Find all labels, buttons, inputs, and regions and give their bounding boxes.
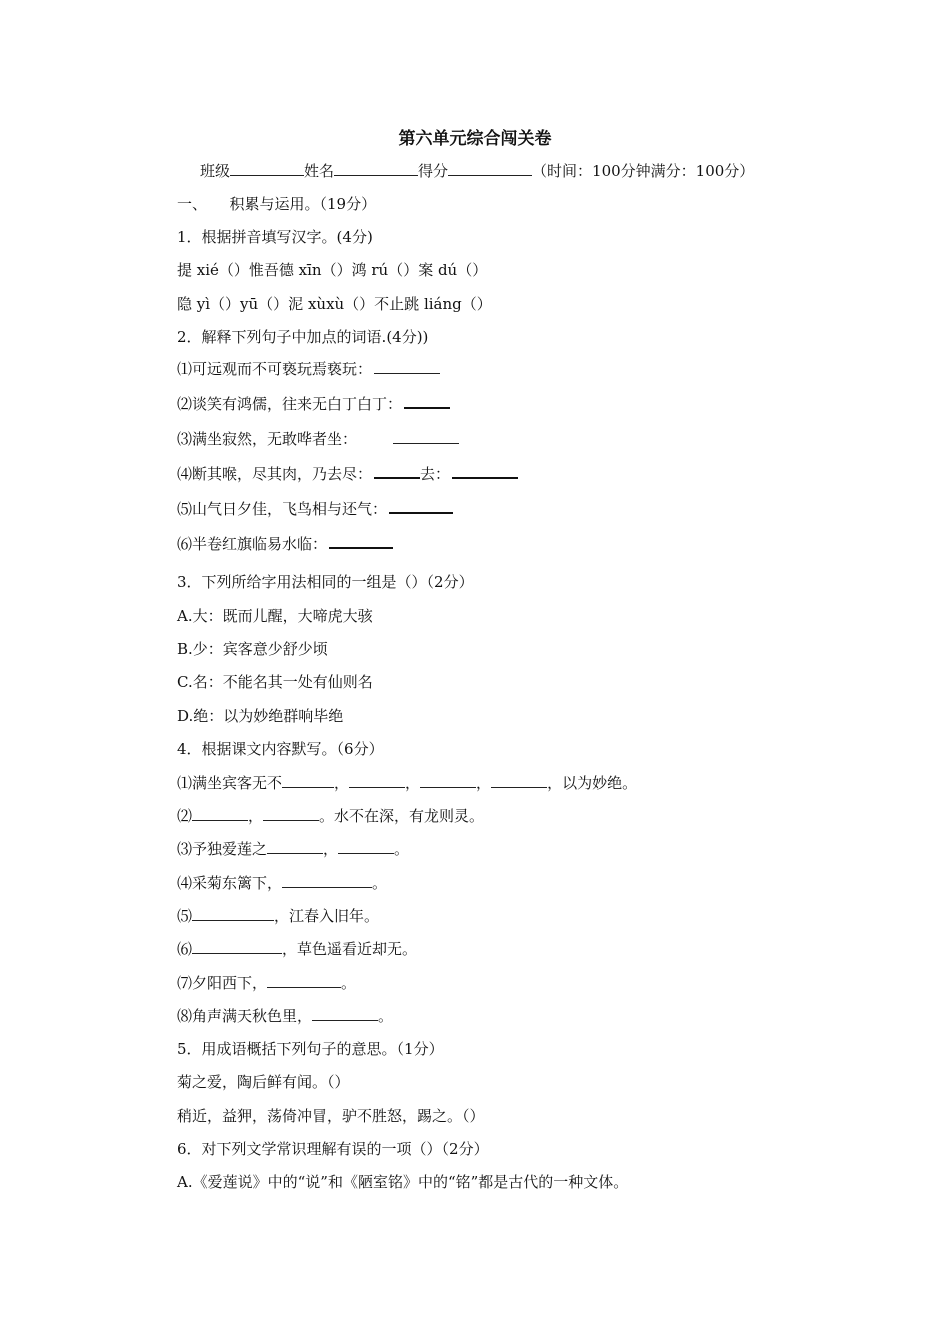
q4-line-1-comma-1: ， [334, 774, 350, 792]
q4-line-3 [177, 838, 409, 860]
q2-item-6 [177, 533, 393, 555]
q4-line-1-comma-3: ， [476, 774, 492, 792]
q2-item-3-text: ⑶满坐寂然，无敢哗者坐： [177, 430, 358, 448]
q2-item-2-blank[interactable] [404, 393, 450, 409]
q4-line-1-blank-1[interactable] [282, 773, 334, 788]
q4-line-7-blank[interactable] [267, 973, 341, 988]
name-blank[interactable] [334, 161, 418, 176]
q4-line-7-period: 。 [341, 974, 357, 992]
q3-option-d: D.绝：以为妙绝群响毕绝 [177, 707, 344, 725]
q4-line-8 [177, 1005, 393, 1027]
q4-line-3-blank-1[interactable] [267, 839, 323, 854]
q4-line-1 [177, 772, 637, 794]
q4-line-3-blank-2[interactable] [338, 839, 394, 854]
section-one-heading: 一、 积累与运用。（19分） [177, 195, 377, 213]
q2-item-4 [177, 463, 518, 485]
q2-item-6-blank[interactable] [329, 533, 393, 549]
q6-title: 6．对下列文学常识理解有误的一项（）（2分） [177, 1140, 489, 1158]
q2-item-5 [177, 498, 453, 520]
q5-sentence-1: 菊之爱，陶后鲜有闻。（） [177, 1073, 350, 1091]
q4-line-8-blank[interactable] [312, 1006, 378, 1021]
q4-line-1-blank-2[interactable] [349, 773, 405, 788]
q3-option-c: C.名：不能名其一处有仙则名 [177, 673, 373, 691]
q4-line-5-end: ，江春入旧年。 [274, 907, 380, 925]
q5-sentence-2: 稍近，益狎，荡倚冲冒，驴不胜怒，踢之。（） [177, 1107, 485, 1125]
page-title: 第六单元综合闯关卷 [398, 129, 552, 149]
q4-line-2-blank-1[interactable] [192, 806, 248, 821]
q4-line-8-start: ⑻角声满天秋色里， [177, 1007, 313, 1025]
q4-line-4-blank[interactable] [282, 873, 372, 888]
q3-option-a: A.大：既而儿醒，大啼虎大骇 [177, 607, 373, 625]
q4-line-7 [177, 972, 356, 994]
q4-line-6-start: ⑹ [177, 940, 193, 958]
q2-item-3 [177, 428, 459, 450]
q6-option-a: A.《爱莲说》中的“说”和《陋室铭》中的“铭”都是古代的一种文体。 [177, 1173, 629, 1191]
q4-line-2-comma: ， [248, 807, 264, 825]
q2-item-6-text: ⑹半卷红旗临易水临： [177, 535, 328, 553]
q2-item-2 [177, 393, 450, 415]
q4-line-4 [177, 872, 387, 894]
q4-line-3-start: ⑶予独爱莲之 [177, 840, 268, 858]
q1-row-1: 提 xié（）惟吾德 xīn（）鸿 rú（）案 dú（） [177, 261, 488, 279]
q2-item-3-blank[interactable] [393, 429, 459, 444]
q4-line-1-blank-4[interactable] [491, 773, 547, 788]
q2-item-4-text: ⑷断其喉，尽其肉，乃去尽： [177, 465, 373, 483]
name-label: 姓名 [304, 162, 335, 180]
q4-line-6-end: ，草色遥看近却无。 [282, 940, 418, 958]
q4-line-6-blank[interactable] [192, 939, 282, 954]
q4-line-2-start: ⑵ [177, 807, 193, 825]
q2-item-1-text: ⑴可远观而不可亵玩焉亵玩： [177, 360, 373, 378]
q4-line-1-end: ，以为妙绝。 [547, 774, 638, 792]
q4-line-3-comma: ， [323, 840, 339, 858]
q3-title: 3．下列所给字用法相同的一组是（）（2分） [177, 573, 474, 591]
q4-title: 4．根据课文内容默写。（6分） [177, 740, 384, 758]
q2-item-5-blank[interactable] [389, 498, 453, 514]
q4-line-5 [177, 905, 379, 927]
q2-item-1-blank[interactable] [374, 359, 440, 374]
q4-line-2-end: 。水不在深，有龙则灵。 [319, 807, 485, 825]
q4-line-2 [177, 805, 484, 827]
score-blank[interactable] [448, 161, 532, 176]
q1-title: 1．根据拼音填写汉字。(4分) [177, 228, 373, 246]
header-info-row [200, 160, 754, 182]
exam-time-info: （时间：100分钟满分：100分） [532, 162, 755, 180]
q5-title: 5．用成语概括下列句子的意思。（1分） [177, 1040, 444, 1058]
q4-line-4-start: ⑷采菊东篱下， [177, 874, 283, 892]
q2-title: 2．解释下列句子中加点的词语.(4分)) [177, 328, 429, 346]
q2-item-5-text: ⑸山气日夕佳，飞鸟相与还气： [177, 500, 388, 518]
q4-line-4-period: 。 [372, 874, 388, 892]
q3-option-b: B.少：宾客意少舒少顷 [177, 640, 328, 658]
q4-line-2-blank-2[interactable] [263, 806, 319, 821]
q4-line-5-blank[interactable] [192, 906, 274, 921]
q4-line-7-start: ⑺夕阳西下， [177, 974, 268, 992]
q2-item-4-blank-1[interactable] [374, 463, 420, 479]
q4-line-1-comma-2: ， [405, 774, 421, 792]
q2-item-1 [177, 358, 440, 380]
q4-line-1-start: ⑴满坐宾客无不 [177, 774, 283, 792]
class-label: 班级 [200, 162, 231, 180]
class-blank[interactable] [230, 161, 304, 176]
q4-line-5-start: ⑸ [177, 907, 193, 925]
q4-line-1-blank-3[interactable] [420, 773, 476, 788]
q2-item-4-blank-2[interactable] [452, 463, 518, 479]
score-label: 得分 [418, 162, 449, 180]
q4-line-3-period: 。 [394, 840, 410, 858]
q2-item-4-mid: 去： [420, 465, 451, 483]
q1-row-2: 隐 yì（）yū（）泥 xùxù（）不止跳 liáng（） [177, 295, 492, 313]
q4-line-8-period: 。 [378, 1007, 394, 1025]
q2-item-2-text: ⑵谈笑有鸿儒，往来无白丁白丁： [177, 395, 403, 413]
q4-line-6 [177, 938, 417, 960]
